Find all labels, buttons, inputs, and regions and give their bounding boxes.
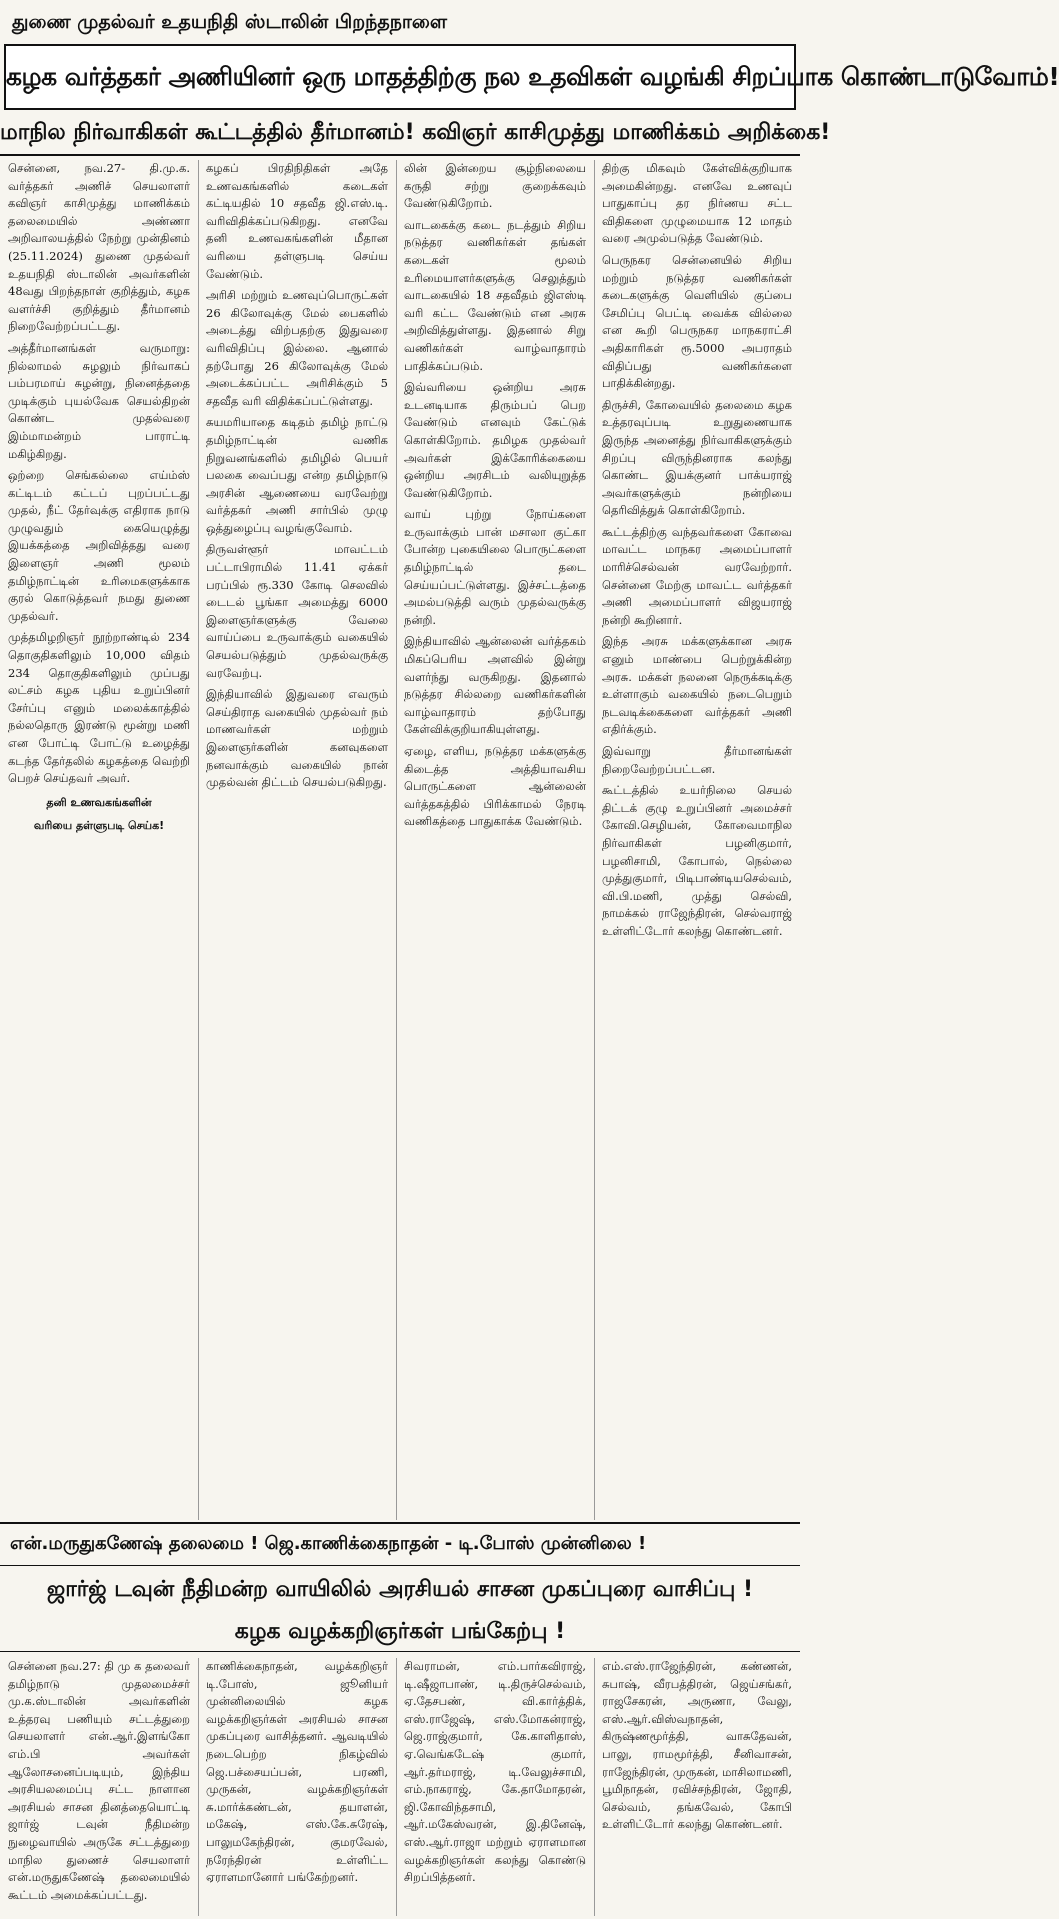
paragraph: இவ்வரியை ஒன்றிய அரசு உடனடியாக திரும்பப் பெற வேண்டும் எனவும் கேட்டுக் கொள்கிறோம். தமிழக முதல்வர் அவர்கள் இக்கோரிக்கையை ஒன்றிய அரசிடம் வலியுறுத்த வேண்டுகிறோம். xyxy=(404,380,586,500)
second-article-column-1: சென்னை நவ.27: தி மு க தலைவர் தமிழ்நாடு முதலமைச்சர் மு.க.ஸ்டாலின் அவர்களின் உத்தரவு பணியும் சட்டத்துறை செயலாளர் என்.ஆர்.இளங்கோ எம்.பி அவர்கள் ஆலோசனைப்படியும், இந்திய அரசியலமைப்பு சட்ட நாளான அரசியல் சாசன தினத்தையொட்டி ஜார்ஜ் டவுன் நீதிமன்ற நுழைவாயில் அருகே சட்டத்துறை மாநில துணைச் செயலாளர் என்.மருதுகணேஷ் தலைமையில் கூட்டம் அமைக்கப்பட்டது. xyxy=(8,1659,190,1902)
paragraph: பெருநகர சென்னையில் சிறிய மற்றும் நடுத்தர வணிகர்கள் கடைகளுக்கு வெளியில் குப்பை சேமிப்பு பெட்டி வைக்க வில்லை என கூறி பெருநகர மாநகராட்சி அதிகாரிகள் ரூ.5000 அபராதம் விதிப்பது வணிகர்களை பாதிக்கின்றது. xyxy=(602,252,792,391)
paragraph: ஒற்றை செங்கல்லை எய்ம்ஸ் கட்டிடம் கட்டப் புறப்பட்டது முதல், நீட் தேர்வுக்கு எதிராக நாடு முழுவதும் கையெழுத்து இயக்கத்தை அறிவித்தது வரை இளைஞர் அணி மூலம் தமிழ்நாட்டின் உரிமைகளுக்காக குரல் கொடுத்தவர் நமது துணை முதல்வர். xyxy=(8,468,190,623)
side-heading: தனி உணவகங்களின் xyxy=(46,795,152,809)
article-column-1 xyxy=(8,160,190,1520)
second-article-body xyxy=(0,1658,800,1916)
headline-band xyxy=(4,44,1059,110)
paragraph: இந்தியாவில் இதுவரை எவரும் செய்திராத வகையில் முதல்வர் நம் மாணவர்கள் மற்றும் இளைஞர்களின் கனவுகளை நனவாக்கும் வகையில் நான் முதல்வன் திட்டம் செயல்படுகிறது. xyxy=(206,687,388,790)
paragraph: சென்னை, நவ.27- தி.மு.க. வர்த்தகர் அணிச் செயலாளர் கவிஞர் காசிமுத்து மாணிக்கம் தலைமையில் அண்ணா அறிவாலயத்தில் நேற்று முன்தினம் (25.11.2024) துணை முதல்வர் உதயநிதி ஸ்டாலின் அவர்களின் 48வது பிறந்தநாள் குறித்தும், கழக வளர்ச்சி குறித்தும் தீர்மானம் நிறைவேற்றப்பட்டது. xyxy=(8,161,190,334)
paragraph: கழகப் பிரதிநிதிகள் அதே உணவகங்களில் கடைகள் கட்டியதில் 10 சதவீத ஜி.எஸ்.டி. வரிவிதிக்கப்படுகிறது. எனவே தனி உணவகங்களின் மீதான வரியை தள்ளுபடி செய்ய வேண்டும். xyxy=(206,161,388,281)
column-divider xyxy=(594,160,595,1520)
paragraph: இந்த அரசு மக்களுக்கான அரசு எனும் மாண்பை பெற்றுக்கின்ற அரசு. மக்கள் நலனை நெருக்கடிக்கு உள்ளாகும் வகையில் நடைபெறும் நடவடிக்கைகளை வர்த்தகர் அணி எதிர்க்கும். xyxy=(602,634,792,737)
paragraph: கூட்டத்தில் உயர்நிலை செயல் திட்டக் குழு உறுப்பினர் அமைச்சர் கோவி.செழியன், கோவைமாநில நிர்வாகிகள் பழனிகுமார், பழனிசாமி, கோபால், நெல்லை முத்துகுமார், பிடிபாண்டியசெல்வம், வி.பி.மணி, முத்து செல்வி, நாமக்கல் ராஜேந்திரன், செல்வராஜ் உள்ளிட்டோர் கலந்து கொண்டனர். xyxy=(602,783,792,938)
paragraph: இவ்வாறு தீர்மானங்கள் நிறைவேற்றப்பட்டன. xyxy=(602,744,792,776)
paragraph: அத்தீர்மானங்கள் வருமாறு: நில்லாமல் சுழலும் நிர்வாகப் பம்பரமாய் சுழன்று, நினைத்ததை முடிக்கும் புயல்வேக செயல்திறன் கொண்ட முதல்வரை இம்மாமன்றம் பாராட்டி மகிழ்கிறது. xyxy=(8,340,190,461)
article-column-2 xyxy=(206,160,388,1520)
paragraph: வாய் புற்று நோய்களை உருவாக்கும் பான் மசாலா குட்கா போன்ற புகையிலை பொருட்களை தமிழ்நாட்டில் தடை செய்யப்பட்டுள்ளது. இச்சட்டத்தை அமல்படுத்தி வரும் முதல்வருக்கு நன்றி. xyxy=(404,507,586,627)
paragraph: முத்தமிழறிஞர் நூற்றாண்டில் 234 தொகுதிகளிலும் 10,000 விதம் 234 தொகுதிகளிலும் முப்பது லட்சம் கழக புதிய உறுப்பினர் சேர்ப்பு எனும் மலைக்காத்தில் நல்லதொரு இரண்டு மூன்று மணி என போட்டி போட்டு உழைத்து கடந்த தேர்தலில் கழகத்தை வெற்றி பெறச் செய்தவர் அவர். xyxy=(8,630,190,786)
headline-kicker: துணை முதல்வர் உதயநிதி ஸ்டாலின் பிறந்தநாளை xyxy=(12,11,447,33)
paragraph: கூட்டத்திற்கு வந்தவர்களை கோவை மாவட்ட மாநகர அமைப்பாளர் மாரிச்செல்வன் வரவேற்றார். சென்னை மேற்கு மாவட்ட வர்த்தகர் அணி அமைப்பாளர் விஜயராஜ் நன்றி கூறினார். xyxy=(602,524,792,627)
second-article-headline: ஜார்ஜ் டவுன் நீதிமன்ற வாயிலில் அரசியல் சாசன முகப்புரை வாசிப்பு ! xyxy=(46,1577,754,1602)
sub-headline: மாநில நிர்வாகிகள் கூட்டத்தில் தீர்மானம்! கவிஞர் காசிமுத்து மாணிக்கம் அறிக்கை! xyxy=(0,110,800,156)
paragraph: திற்கு மிகவும் கேள்விக்குறியாக அமைகின்றது. எனவே உணவுப் பாதுகாப்பு தர நிர்ணய சட்ட விதிகளை முழுமையாக 12 மாதம் வரை அமுல்படுத்த வேண்டும். xyxy=(602,161,792,246)
paragraph: திருச்சி, கோவையில் தலைமை கழக உத்தரவுப்படி உறுதுணையாக இருந்த அனைத்து நிர்வாகிகளுக்கும் சிறப்பு விருந்தினராக கலந்து கொண்ட இயக்குனர் பாக்யராஜ் அவர்களுக்கும் நன்றியை தெரிவித்துக் கொள்கிறோம். xyxy=(602,397,792,518)
column-divider xyxy=(198,1658,199,1916)
second-article-subheadline: கழக வழக்கறிஞர்கள் பங்கேற்பு ! xyxy=(0,1612,800,1652)
column-divider xyxy=(396,1658,397,1916)
paragraph: லின் இன்றைய சூழ்நிலையை கருதி சற்று குறைக்கவும் வேண்டுகிறோம். xyxy=(404,161,586,211)
second-article-column-4: எம்.எஸ்.ராஜேந்திரன், கண்ணன், சுபாஷ், வீரபத்திரன், ஜெய்சங்கர், ராஜசேகரன், அருணா, வேலு, எஸ்.ஆர்.விஸ்வநாதன், கிருஷ்ணமூர்த்தி, வாசுதேவன், பாலு, ராமமூர்த்தி, சீனிவாசன், ராஜேந்திரன், முருகன், மாசிலாமணி, பூமிநாதன், ரவிச்சந்திரன், ஜோதி, செல்வம், தங்கவேல், கோபி உள்ளிட்டோர் கலந்து கொண்டனர். xyxy=(602,1659,792,1832)
paragraph: திருவள்ளூர் மாவட்டம் பட்டாபிராமில் 11.41 ஏக்கர் பரப்பில் ரூ.330 கோடி செலவில் டைடல் பூங்கா அமைத்து 6000 இளைஞர்களுக்கு வேலை வாய்ப்பை உருவாக்கும் வகையில் செயல்படுத்தும் முதல்வருக்கு வரவேற்பு. xyxy=(206,542,388,680)
second-article-column-3: சிவராமன், எம்.பார்கவிராஜ், டி.ஷீஜாபாண், டி.திருச்செல்வம், ஏ.தேசபண், வி.கார்த்திக், எஸ்.ராஜேஷ், எஸ்.மோகன்ராஜ், ஜெ.ராஜ்குமார், கே.காளிதாஸ், ஏ.வெங்கடேஷ் குமார், ஆர்.தர்மராஜ், டி.வேலுச்சாமி, எம்.நாகராஜ், கே.தாமோதரன், ஜி.கோவிந்தசாமி, ஆர்.மகேஸ்வரன், இ.தினேஷ், எஸ்.ஆர்.ராஜா மற்றும் ஏராளமான வழக்கறிஞர்கள் கலந்து கொண்டு சிறப்பித்தனர். xyxy=(404,1659,586,1885)
side-heading: வரியை தள்ளுபடி செய்க! xyxy=(33,819,165,833)
paragraph: அரிசி மற்றும் உணவுப்பொருட்கள் 26 கிலோவுக்கு மேல் பைகளில் அடைத்து விற்பதற்கு இதுவரை வரிவிதிப்பு இல்லை. ஆனால் தற்போது 26 கிலோவுக்கு மேல் அடைக்கப்பட்ட அரிசிக்கும் 5 சதவீத வரி விதிக்கப்பட்டுள்ளது. xyxy=(206,288,388,408)
second-article-column-2: காணிக்கைநாதன், வழக்கறிஞர் டி.போஸ், ஜூனியர் முன்னிலையில் கழக வழக்கறிஞர்கள் அரசியல் சாசன முகப்புரை வாசித்தனர். ஆவடியில் நடைபெற்ற நிகழ்வில் ஜெ.பச்சையப்பன், பரணி, முருகன், வழக்கறிஞர்கள் சு.மார்க்கண்டன், தயாளன், மகேஷ், எஸ்.கே.சுரேஷ், பாலுமகேந்திரன், குமரவேல், நரேந்திரன் உள்ளிட்ட ஏராளமானோர் பங்கேற்றனர். xyxy=(206,1659,388,1885)
paragraph: வாடகைக்கு கடை நடத்தும் சிறிய நடுத்தர வணிகர்கள் தங்கள் கடைகள் மூலம் உரிமையாளர்களுக்கு செலுத்தும் வாடகையில் 18 சதவீதம் ஜிஎஸ்டி வரி கட்ட வேண்டும் என அரசு அறிவித்துள்ளது. இதனால் சிறு வணிகர்கள் வாழ்வாதாரம் பாதிக்கப்படும். xyxy=(404,217,586,373)
column-divider xyxy=(198,160,199,1520)
article-body xyxy=(0,160,800,1520)
column-divider xyxy=(396,160,397,1520)
column-divider xyxy=(594,1658,595,1916)
article-column-3 xyxy=(404,160,586,1520)
paragraph: ஏழை, எளிய, நடுத்தர மக்களுக்கு கிடைத்த அத்தியாவசிய பொருட்களை ஆன்லைன் வர்த்தகத்தில் பிரிக்காமல் நேரடி வணிகத்தை பாதுகாக்க வேண்டும். xyxy=(404,744,586,829)
main-headline: கழக வர்த்தகர் அணியினர் ஒரு மாதத்திற்கு நல உதவிகள் வழங்கி சிறப்பாக கொண்டாடுவோம்! xyxy=(6,62,1059,91)
paragraph: இந்தியாவில் ஆன்லைன் வர்த்தகம் மிகப்பெரிய அளவில் இன்று வளர்ந்து வருகிறது. இதனால் நடுத்தர சில்லறை வணிகர்களின் வாழ்வாதாரம் தற்போது கேள்விக்குறியாகியுள்ளது. xyxy=(404,634,586,737)
article-column-4 xyxy=(602,160,792,1520)
paragraph: சுயமரியாதை கடிதம் தமிழ் நாட்டு தமிழ்நாட்டின் வணிக நிறுவனங்களில் தமிழில் பெயர் பலகை வைப்பது என்ற தமிழ்நாடு அரசின் ஆணையை வரவேற்று வர்த்தகர் அணி சார்பில் முழு ஒத்துழைப்பு வழங்குவோம். xyxy=(206,415,388,535)
second-article-strap: என்.மருதுகணேஷ் தலைமை ! ஜெ.காணிக்கைநாதன் - டி.போஸ் முன்னிலை ! xyxy=(0,1522,800,1566)
